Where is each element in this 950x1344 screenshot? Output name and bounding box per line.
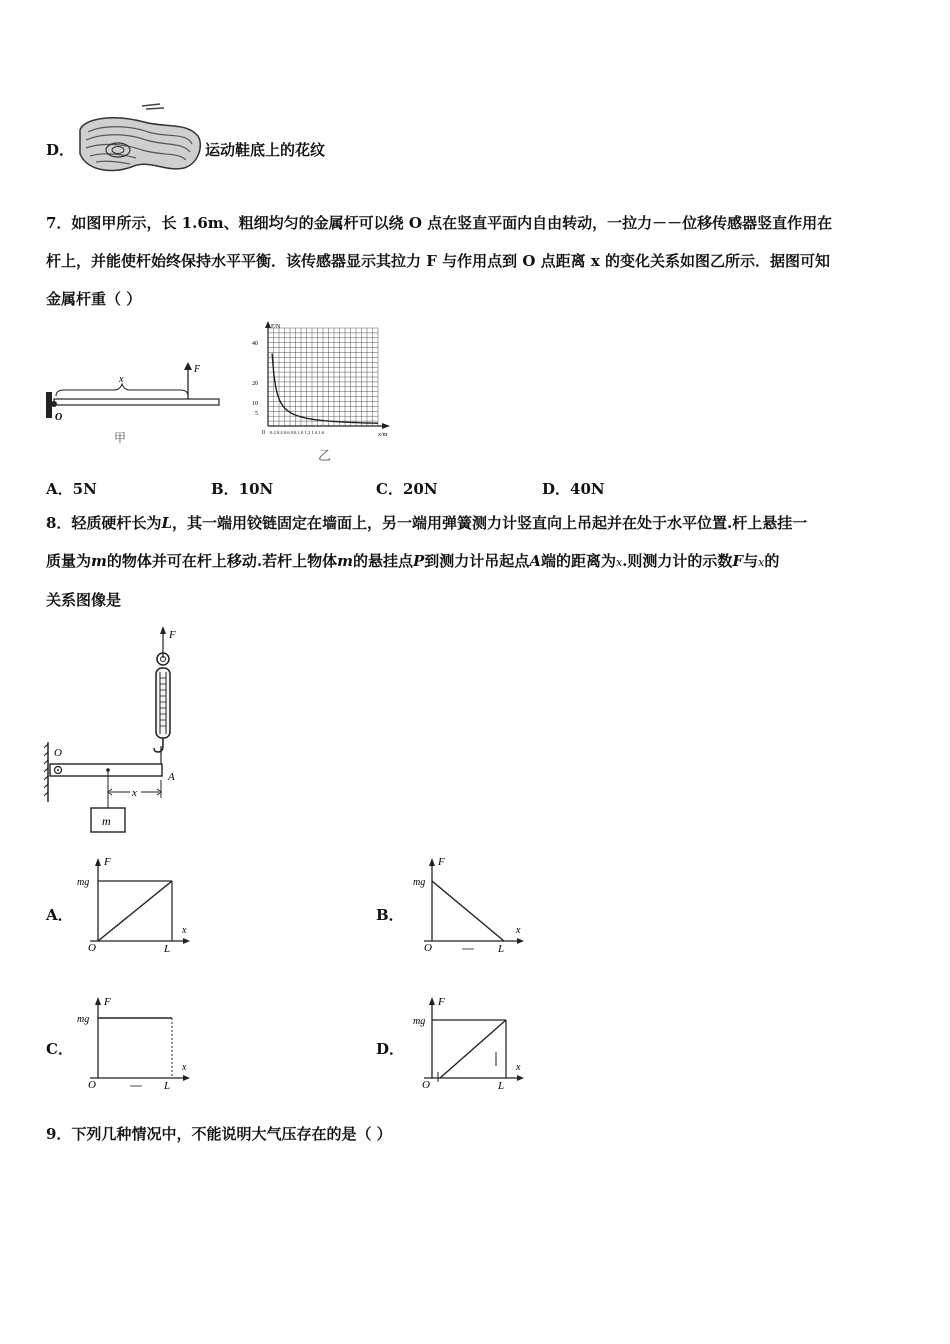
q8-fig-A: A <box>168 771 175 783</box>
q8-fig-O: O <box>54 747 62 759</box>
svg-text:x: x <box>516 1062 521 1073</box>
q8-text-line2: 质量为m的物体并可在杆上移动.若杆上物体m的悬挂点P到测力计吊起点A端的距离为x.则测力计的示数F与x的 <box>46 552 780 570</box>
q8-text-line1: 8．轻质硬杆长为L，其一端用铰链固定在墙面上，另一端用弹簧测力计竖直向上吊起并在处于水平位置.杆上悬挂一 <box>46 514 808 532</box>
q8-fig-x: x <box>132 787 137 799</box>
q8-figure-lever <box>44 622 204 837</box>
q7-graph-caption: 乙 <box>318 448 332 463</box>
svg-text:O: O <box>88 1079 96 1091</box>
q8-option-d-graph <box>410 994 530 1094</box>
svg-text:L: L <box>498 1080 505 1092</box>
q8-option-a-graph <box>76 853 196 953</box>
q8-option-b-label: B． <box>376 906 404 924</box>
q7-graph-ytick-40: 40 <box>252 341 258 347</box>
svg-text:L: L <box>164 1080 171 1092</box>
svg-text:F: F <box>438 856 445 868</box>
q7-fig-left-F: F <box>194 364 201 375</box>
q7-graph-ytick-5: 5 <box>255 411 258 417</box>
q7-fig-left-x: x <box>119 374 124 385</box>
q8-text-line3: 关系图像是 <box>46 591 122 609</box>
q8-fig-m: m <box>102 814 111 828</box>
q8-option-c-label: C． <box>46 1040 73 1058</box>
svg-text:mg: mg <box>413 1016 426 1027</box>
q6-option-d-text: 运动鞋底上的花纹 <box>205 141 326 159</box>
q7-option-a: A．5N <box>46 480 97 498</box>
svg-text:mg: mg <box>413 877 426 888</box>
q7-text-line1: 7．如图甲所示，长 1.6m、粗细均匀的金属杆可以绕 O 点在竖直平面内自由转动，一拉力－－位移传感器竖直作用在 <box>46 214 833 232</box>
svg-text:O: O <box>424 942 432 953</box>
svg-text:mg: mg <box>77 1014 90 1025</box>
q7-option-b: B．10N <box>211 480 274 498</box>
q7-graph-origin: 0 <box>262 430 265 436</box>
q7-figure-rod <box>44 338 224 448</box>
svg-text:x: x <box>182 925 187 936</box>
q7-text-line3: 金属杆重（ ） <box>46 290 142 308</box>
svg-text:L: L <box>164 943 171 953</box>
q7-option-d: D．40N <box>542 480 605 498</box>
q8-option-d-label: D． <box>376 1040 405 1058</box>
svg-text:mg: mg <box>77 877 90 888</box>
svg-text:O: O <box>88 942 96 953</box>
q7-graph-ylabel: F/N <box>271 324 281 330</box>
q7-graph-ytick-10: 10 <box>252 401 258 407</box>
q7-graph-xticks: 0.2 0.4 0.6 0.8 1.0 1.2 1.4 1.6 <box>270 430 324 435</box>
svg-text:F: F <box>104 856 111 868</box>
svg-text:L: L <box>498 943 505 953</box>
svg-text:O: O <box>422 1079 430 1091</box>
q6-option-d-label: D． <box>46 141 75 159</box>
svg-text:x: x <box>516 925 521 936</box>
svg-text:F: F <box>438 996 445 1008</box>
q8-option-a-label: A． <box>46 906 73 924</box>
q7-figure-graph <box>250 316 400 466</box>
svg-text:x: x <box>182 1062 187 1073</box>
q7-graph-ytick-20: 20 <box>252 381 258 387</box>
q7-fig-left-caption: 甲 <box>114 431 127 445</box>
q8-option-c-graph <box>76 994 196 1094</box>
q7-option-c: C．20N <box>376 480 438 498</box>
q7-graph-xlabel: x/m <box>378 432 388 438</box>
svg-text:F: F <box>104 996 111 1008</box>
q8-fig-F: F <box>169 629 176 641</box>
q7-text-line2: 杆上，并能使杆始终保持水平平衡．该传感器显示其拉力 F 与作用点到 O 点距离 x 的变化关系如图乙所示．据图可知 <box>46 252 830 270</box>
q8-option-b-graph <box>410 853 530 953</box>
shoe-sole-pattern-icon <box>74 102 204 176</box>
q9-text: 9．下列几种情况中，不能说明大气压存在的是（ ） <box>46 1125 392 1143</box>
q7-fig-left-O: O <box>55 412 63 423</box>
